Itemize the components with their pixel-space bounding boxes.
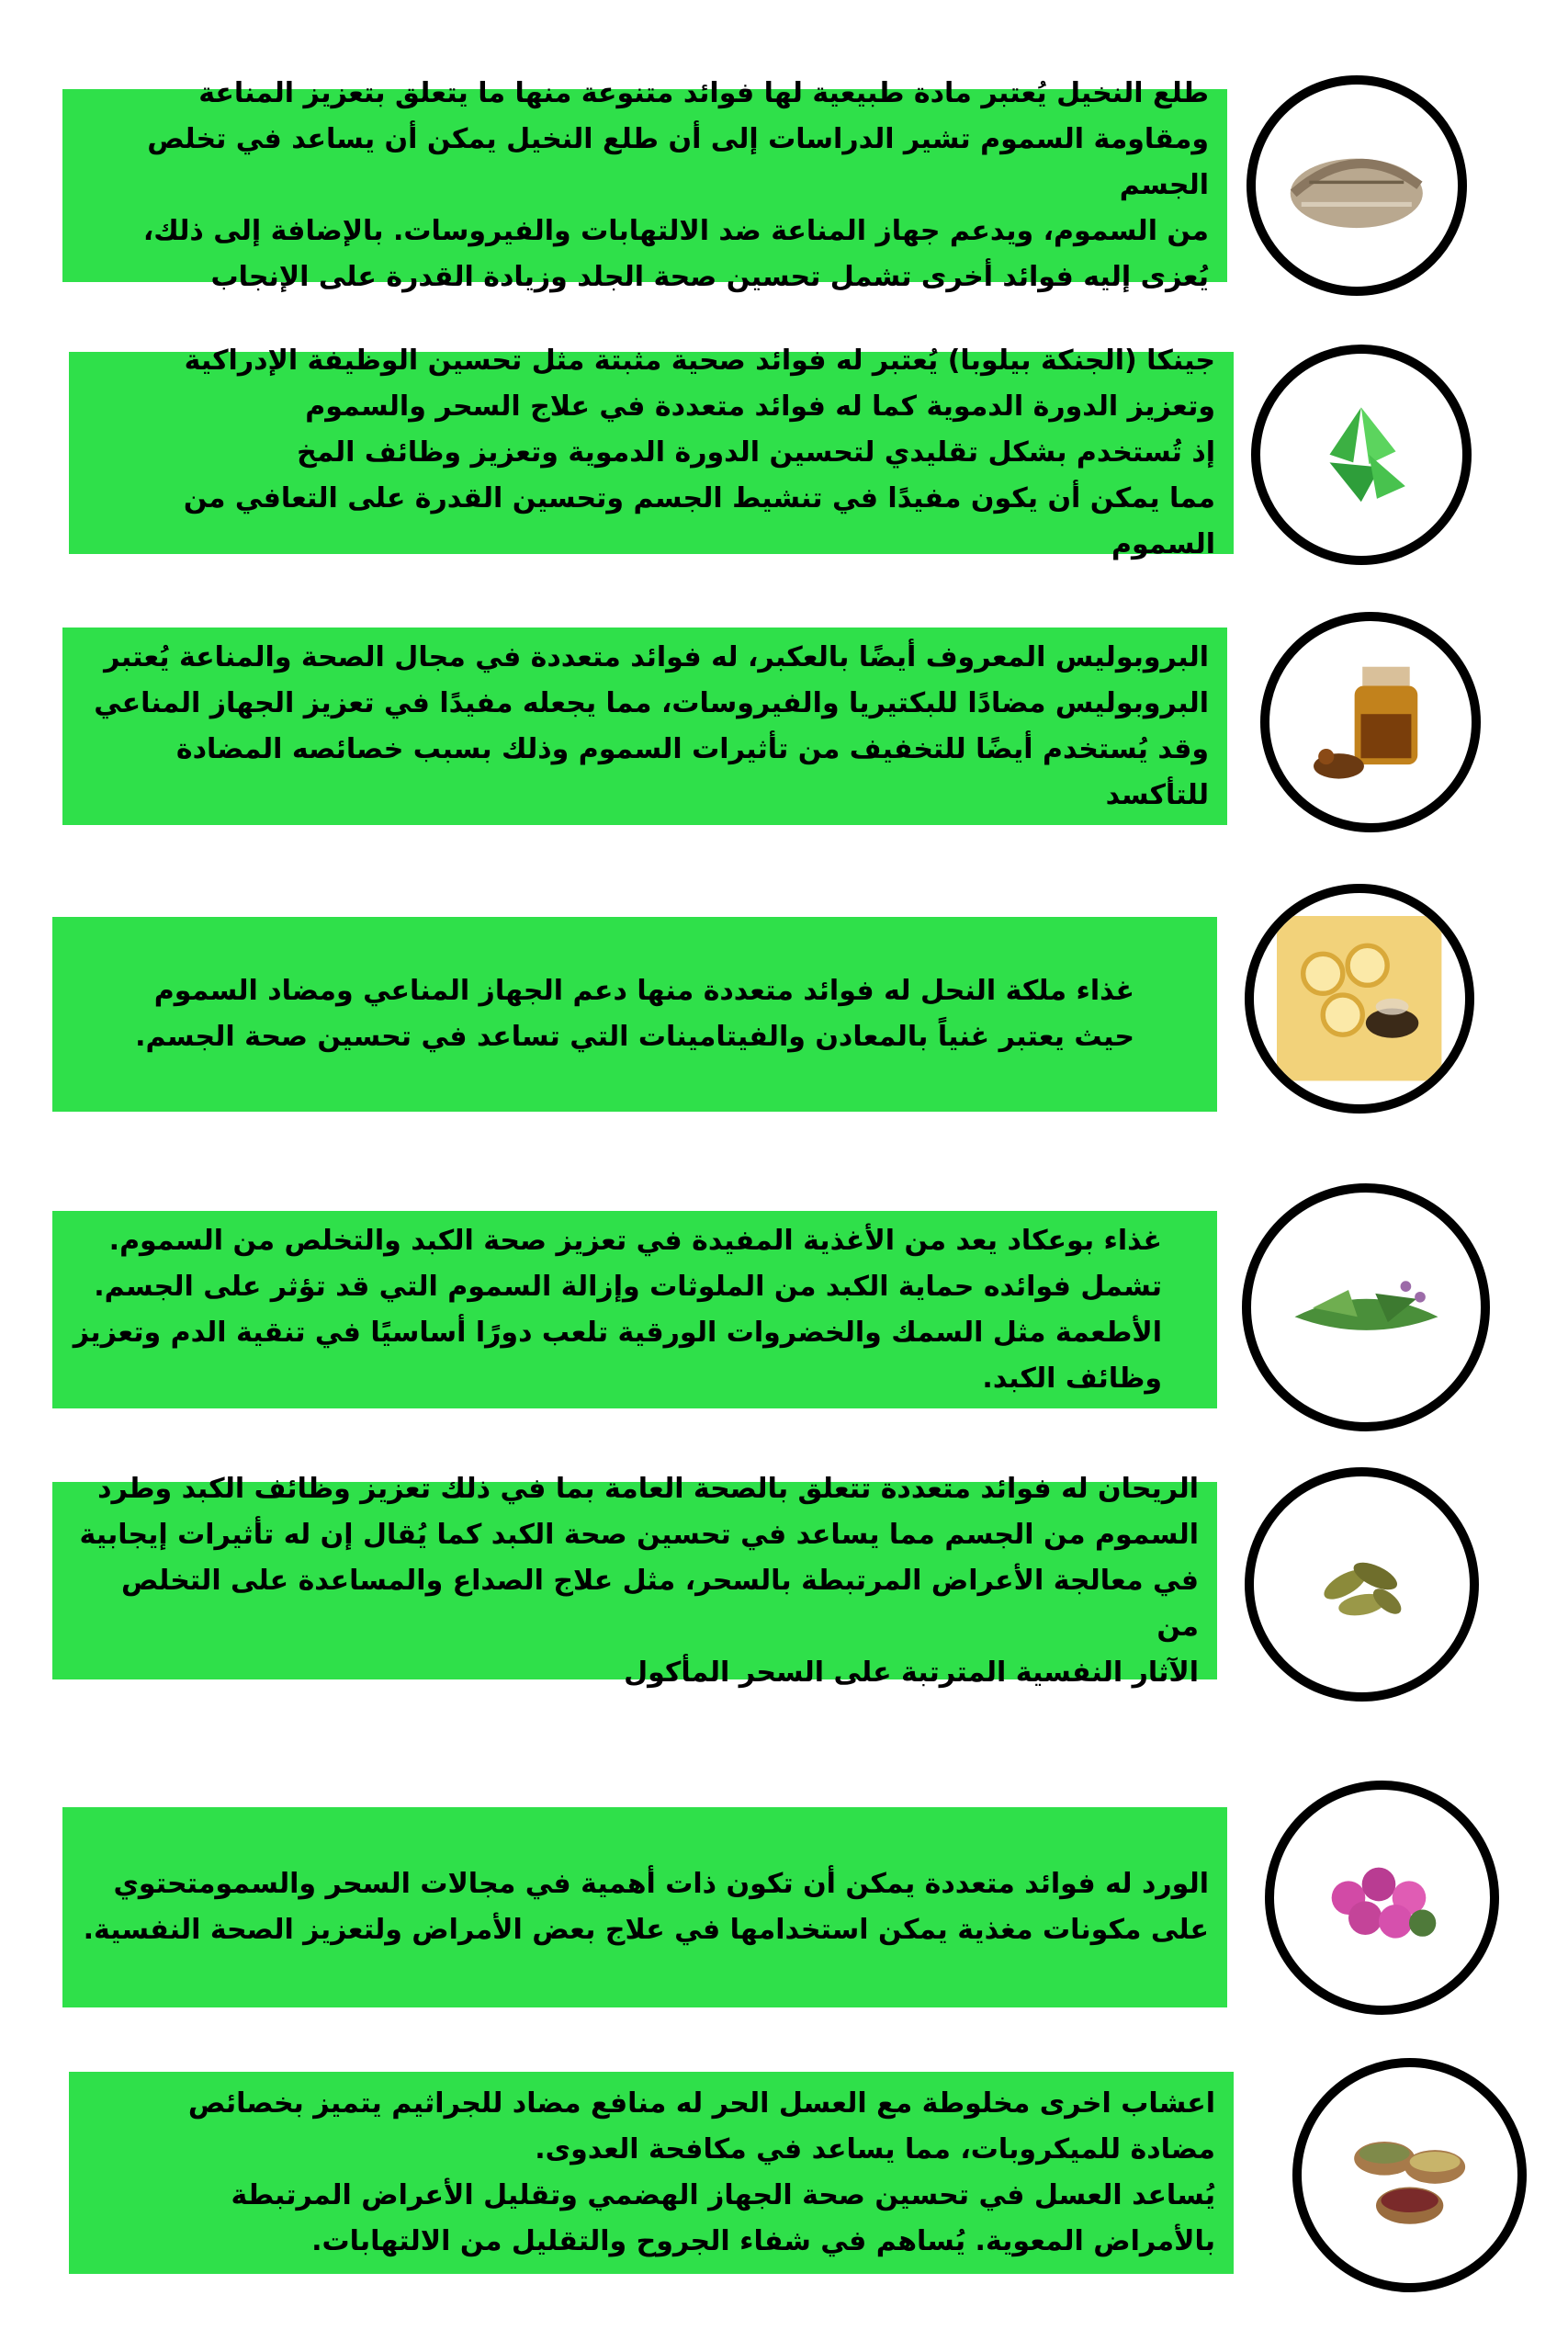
info-text: غذاء بوعكاد يعد من الأغذية المفيدة في تعزيز صحة الكبد والتخلص من السموم. تشمل فوائده حماية الكبد من الملوثات وإزالة السموم التي قد تؤثر على الجسم. الأطعمة مثل السمك والخضروات الورقية تلعب دورًا أساسيًا في تنقية الدم وتعزيز وظائف الكبد. (73, 1224, 1162, 1395)
info-box-ginkgo (69, 345, 1234, 560)
rose-buds-icon (1265, 1781, 1499, 2015)
info-box-rose (62, 1807, 1227, 2007)
info-box-propolis (62, 628, 1227, 825)
palm-pollen-icon (1247, 75, 1467, 296)
ginkgo-leaves-icon (1251, 345, 1472, 565)
info-box-basil (52, 1472, 1217, 1689)
info-text: طلع النخيل يُعتبر مادة طبيعية لها فوائد متنوعة منها ما يتعلق بتعزيز المناعة ومقاومة السموم تشير الدراسات إلى أن طلع النخيل يمكن أن يساعد في تخلص الجسم من السموم، ويدعم جهاز المناعة ضد الالتهابات والفيروسات. بالإضافة إلى ذلك، يُعزى إليه فوائد أخرى تشمل تحسين صحة الجلد وزيادة القدرة على الإنجاب (142, 77, 1209, 293)
info-text: غذاء ملكة النحل له فوائد متعددة منها دعم الجهاز المناعي ومضاد السموم حيث يعتبر غنياً بالمعادن والفيتامينات التي تساعد في تحسين صحة الجسم. (135, 975, 1134, 1053)
bee-honeycomb-icon (1245, 884, 1474, 1114)
herb-bunch-icon (1242, 1183, 1490, 1431)
info-text: جينكا (الجنكة بيلوبا) يُعتبر له فوائد صحية مثبتة مثل تحسين الوظيفة الإدراكية وتعزيز الدورة الدموية كما له فوائد متعددة في علاج السحر والسموم إذ تُستخدم بشكل تقليدي لتحسين الدورة الدموية وتعزيز وظائف المخ مما يمكن أن يكون مفيدًا في تنشيط الجسم وتحسين القدرة على التعافي من السموم (183, 345, 1215, 560)
info-text: اعشاب اخرى مخلوطة مع العسل الحر له منافع مضاد للجراثيم يتميز بخصائص مضادة للميكروبات، مما يساعد في مكافحة العدوى. يُساعد العسل في تحسين صحة الجهاز الهضمي وتقليل الأعراض المرتبطة بالأمراض المعوية. يُساهم في شفاء الجروح والتقليل من الالتهابات. (187, 2087, 1215, 2257)
dried-basil-icon (1245, 1467, 1479, 1702)
info-text: البروبوليس المعروف أيضًا بالعكبر، له فوائد متعددة في مجال الصحة والمناعة يُعتبر البروبوليس مضادًا للبكتيريا والفيروسات، مما يجعله مفيدًا في تعزيز الجهاز المناعي وقد يُستخدم أيضًا للتخفيف من تأثيرات السموم وذلك بسبب خصائصه المضادة للتأكسد (94, 640, 1209, 811)
info-box-royal-jelly (52, 917, 1217, 1112)
info-text: الريحان له فوائد متعددة تتعلق بالصحة العامة بما في ذلك تعزيز وظائف الكبد وطرد السموم من الجسم مما يساعد في تحسين صحة الكبد كما يُقال إن له تأثيرات إيجابية في معالجة الأعراض المرتبطة بالسحر، مثل علاج الصداع والمساعدة على التخلص من الآثار النفسية المترتبة على السحر المأكول (79, 1472, 1199, 1689)
info-box-bouakad (52, 1211, 1217, 1408)
info-box-palm-pollen (62, 77, 1227, 293)
propolis-jar-icon (1260, 612, 1481, 832)
herb-bowls-icon (1292, 2058, 1527, 2292)
info-box-mixed-herbs-honey (69, 2072, 1234, 2274)
info-text: الورد له فوائد متعددة يمكن أن تكون ذات أهمية في مجالات السحر والسمومتحتوي على مكونات مغذية يمكن استخدامها في علاج بعض الأمراض ولتعزيز الصحة النفسية. (83, 1868, 1209, 1946)
